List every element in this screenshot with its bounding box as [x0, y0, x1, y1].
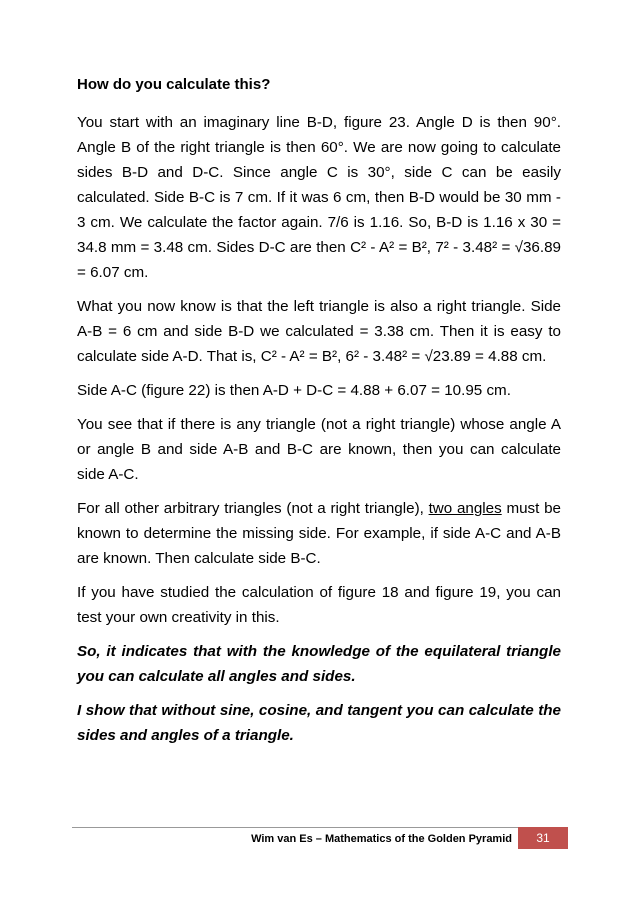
- section-heading: How do you calculate this?: [77, 76, 271, 93]
- paragraph-creativity: If you have studied the calculation of figure 18 and figure 19, you can test your own creativity in this.: [77, 584, 561, 626]
- underlined-two-angles: two angles: [428, 500, 502, 517]
- paragraph-any-triangle: You see that if there is any triangle (not a right triangle) whose angle A or angle B and side A-B and B-C are known, then you can calculate side A-C.: [77, 416, 561, 483]
- footer-title: Wim van Es – Mathematics of the Golden Pyramid: [251, 833, 512, 845]
- paragraph-imaginary-line: You start with an imaginary line B-D, figure 23. Angle D is then 90°. Angle B of the right triangle is then 60°. We are now going to calculate sides B-D and D-C. Since angle C is 30°, side C can be easily calculated. Side B-C is 7 cm. If it was 6 cm, then B-D would be 30 mm - 3 cm. We calculate the factor again. 7/6 is 1.16. So, B-D is 1.16 x 30 = 34.8 mm = 3.48 cm. Sides D-C are then C² - A² = B², 7² - 3.48² = √36.89 = 6.07 cm.: [77, 114, 561, 281]
- page-number-badge: 31: [518, 827, 568, 849]
- emphasis-equilateral: So, it indicates that with the knowledge of the equilateral triangle you can calculate all angles and sides.: [77, 643, 561, 685]
- arbitrary-text-before: For all other arbitrary triangles (not a right triangle),: [77, 500, 429, 517]
- paragraph-arbitrary-triangles: [77, 496, 561, 571]
- emphasis-without-sine: I show that without sine, cosine, and tangent you can calculate the sides and angles of a triangle.: [77, 702, 561, 744]
- page-body: [77, 72, 561, 757]
- paragraph-side-ac: Side A-C (figure 22) is then A-D + D-C = 4.88 + 6.07 = 10.95 cm.: [77, 382, 511, 399]
- arbitrary-text-after: must be known to determine the missing side. For example, if side A-C and A-B are known. Then calculate side B-C.: [77, 500, 561, 567]
- footer-divider: [72, 827, 518, 828]
- paragraph-left-triangle: What you now know is that the left triangle is also a right triangle. Side A-B = 6 cm and side B-D we calculated = 3.38 cm. Then it is easy to calculate side A-D. That is, C² - A² = B², 6² - 3.48² = √23.89 = 4.88 cm.: [77, 298, 561, 365]
